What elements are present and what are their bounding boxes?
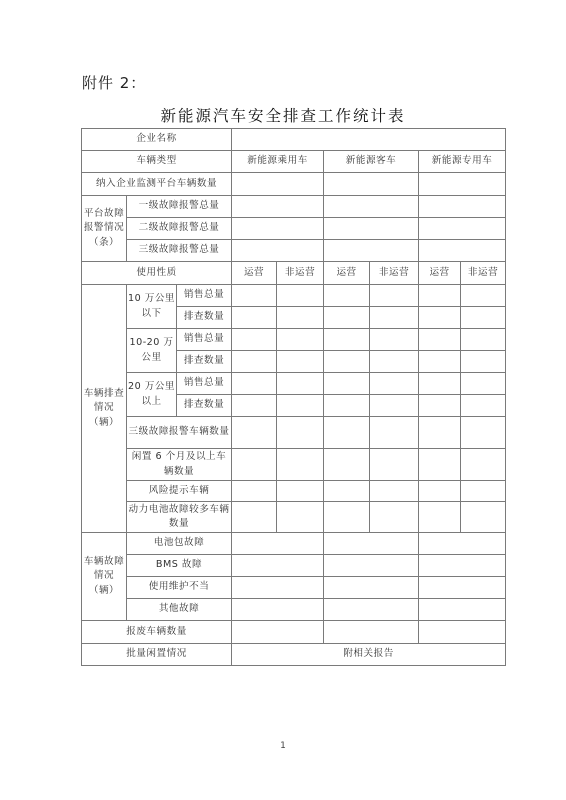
label-risk-warning: 风险提示车辆 [127, 481, 232, 502]
label-usage-nature: 使用性质 [82, 262, 232, 285]
table-row [82, 502, 506, 533]
table-row [82, 449, 506, 481]
usage-non-operating: 非运营 [277, 262, 324, 285]
table-row-alarm-1 [82, 196, 506, 218]
table-row [82, 533, 506, 555]
table-row-monitored [82, 173, 506, 196]
table-row-idle-batch [82, 644, 506, 666]
label-alarm-level-3: 三级故障报警总量 [127, 240, 232, 262]
statistics-table [81, 128, 506, 666]
label-monitored-count: 纳入企业监测平台车辆数量 [82, 173, 232, 196]
page-title: 新能源汽车安全排查工作统计表 [160, 107, 406, 125]
label-other-fault: 其他故障 [127, 599, 232, 621]
table-row [82, 599, 506, 621]
label-sales-total: 销售总量 [177, 329, 232, 351]
label-inspection-group: 车辆排查情况（辆） [82, 285, 127, 533]
label-battery-faults: 动力电池故障较多车辆数量 [127, 502, 232, 533]
label-alarm-level-2: 二级故障报警总量 [127, 218, 232, 240]
label-fault-group: 车辆故障情况（辆） [82, 533, 127, 621]
table-row-enterprise [82, 129, 506, 151]
table-row-alarm-3 [82, 240, 506, 262]
label-enterprise-name: 企业名称 [82, 129, 232, 151]
label-sales-total: 销售总量 [177, 373, 232, 395]
label-sales-total: 销售总量 [177, 285, 232, 307]
vehicle-type-bus: 新能源客车 [324, 151, 419, 173]
table-row [82, 329, 506, 351]
attachment-label: 附件 2： [82, 74, 147, 92]
usage-operating: 运营 [232, 262, 277, 285]
usage-non-operating: 非运营 [461, 262, 506, 285]
table-row-scrapped [82, 621, 506, 644]
label-bms-fault: BMS 故障 [127, 555, 232, 577]
label-inspected-count: 排查数量 [177, 307, 232, 329]
label-mileage-over-20: 20 万公里以上 [127, 373, 177, 417]
usage-non-operating: 非运营 [370, 262, 419, 285]
usage-operating: 运营 [324, 262, 370, 285]
label-inspected-count: 排查数量 [177, 395, 232, 417]
table-row [82, 555, 506, 577]
page-number: 1 [280, 741, 286, 751]
table-row [82, 481, 506, 502]
table-row [82, 285, 506, 307]
label-mileage-10-20: 10-20 万公里 [127, 329, 177, 373]
table-row [82, 417, 506, 449]
label-idle-6-months: 闲置 6 个月及以上车辆数量 [127, 449, 232, 481]
label-mileage-under-10: 10 万公里以下 [127, 285, 177, 329]
table-row-vehicle-type [82, 151, 506, 173]
idle-batch-note: 附相关报告 [232, 644, 506, 666]
table-row [82, 373, 506, 395]
enterprise-name-cell [232, 129, 506, 151]
label-platform-alarm: 平台故障报警情况（条） [82, 196, 127, 262]
label-improper-maintenance: 使用维护不当 [127, 577, 232, 599]
vehicle-type-special: 新能源专用车 [419, 151, 506, 173]
label-idle-batch: 批量闲置情况 [82, 644, 232, 666]
usage-operating: 运营 [419, 262, 461, 285]
label-inspected-count: 排查数量 [177, 351, 232, 373]
label-scrapped-count: 报废车辆数量 [82, 621, 232, 644]
label-vehicle-type: 车辆类型 [82, 151, 232, 173]
label-level3-alarm-vehicles: 三级故障报警车辆数量 [127, 417, 232, 449]
table-row-usage [82, 262, 506, 285]
table-row-alarm-2 [82, 218, 506, 240]
vehicle-type-passenger: 新能源乘用车 [232, 151, 324, 173]
table-row [82, 577, 506, 599]
label-battery-pack-fault: 电池包故障 [127, 533, 232, 555]
label-alarm-level-1: 一级故障报警总量 [127, 196, 232, 218]
